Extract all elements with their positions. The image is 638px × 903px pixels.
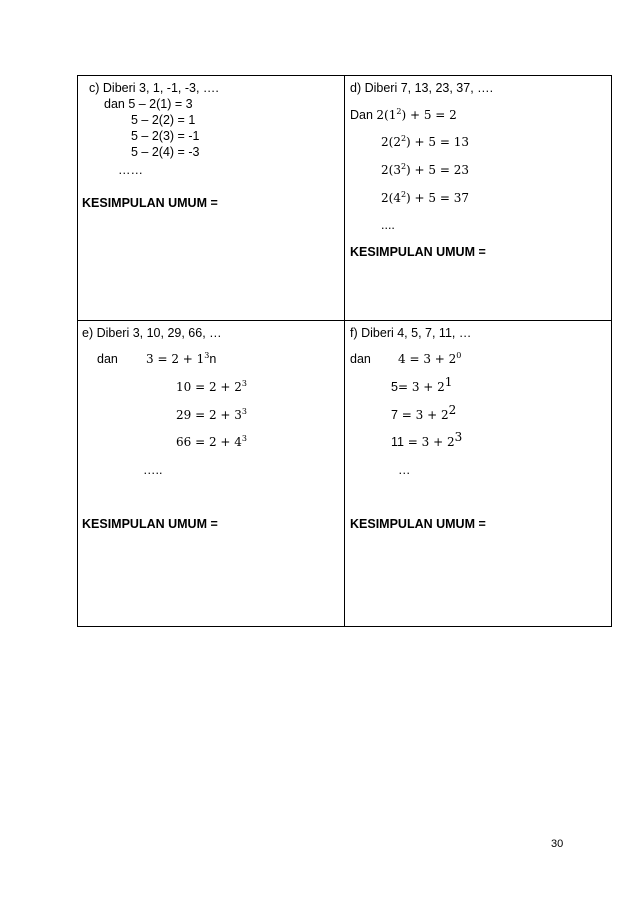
cell-e-equation-3: $29 = 2 + 3^3$: [176, 407, 247, 422]
cell-f-equation-3: $7 = 3 + 2^2$: [391, 403, 457, 422]
cell-d-equation-1: Dan $2(1^2) + 5 = 2$: [350, 107, 457, 122]
cell-e-dan: dan: [97, 352, 118, 366]
cell-e-equation-2: $10 = 2 + 2^3$: [176, 379, 247, 394]
cell-c-conclusion: KESIMPULAN UMUM =: [82, 196, 218, 210]
cell-e-heading: e) Diberi 3, 10, 29, 66, …: [82, 326, 222, 340]
cell-d-equation-3: $2(3^2) + 5 = 23$: [381, 162, 469, 177]
cell-c-line-3: 5 – 2(3) = -1: [131, 129, 200, 143]
cell-d-heading: d) Diberi 7, 13, 23, 37, ….: [350, 81, 494, 95]
cell-f-equation-2: $5= 3 + 2^1$: [391, 375, 453, 394]
cell-f-ellipsis: …: [398, 463, 411, 477]
cell-f-dan: dan: [350, 352, 371, 366]
cell-f-conclusion: KESIMPULAN UMUM =: [350, 517, 486, 531]
cell-d-dan: Dan: [350, 108, 373, 122]
cell-c-ellipsis: ……: [118, 163, 143, 177]
cell-c-line-2: 5 – 2(2) = 1: [131, 113, 196, 127]
table-divider-vertical: [344, 75, 345, 627]
table-divider-horizontal: [77, 320, 612, 321]
cell-d-conclusion: KESIMPULAN UMUM =: [350, 245, 486, 259]
cell-c-heading: c) Diberi 3, 1, -1, -3, ….: [89, 81, 219, 95]
cell-f-equation-4: $11 = 3 + 2^3$: [391, 430, 463, 449]
page-number: 30: [551, 838, 564, 850]
cell-f-heading: f) Diberi 4, 5, 7, 11, …: [350, 326, 472, 340]
cell-d-equation-4: $2(4^2) + 5 = 37$: [381, 190, 469, 205]
cell-c-line-1: dan 5 – 2(1) = 3: [104, 97, 193, 111]
cell-d-equation-2: $2(2^2) + 5 = 13$: [381, 134, 469, 149]
cell-f-equation-1: $4 = 3 + 2^0$: [398, 351, 462, 366]
cell-e-equation-1: $3 = 2 + 1^3n$: [146, 351, 217, 366]
cell-e-equation-4: $66 = 2 + 4^3$: [176, 434, 247, 449]
cell-e-conclusion: KESIMPULAN UMUM =: [82, 517, 218, 531]
cell-d-ellipsis: ....: [381, 218, 395, 232]
cell-e-ellipsis: …..: [143, 463, 163, 477]
cell-c-line-4: 5 – 2(4) = -3: [131, 145, 200, 159]
